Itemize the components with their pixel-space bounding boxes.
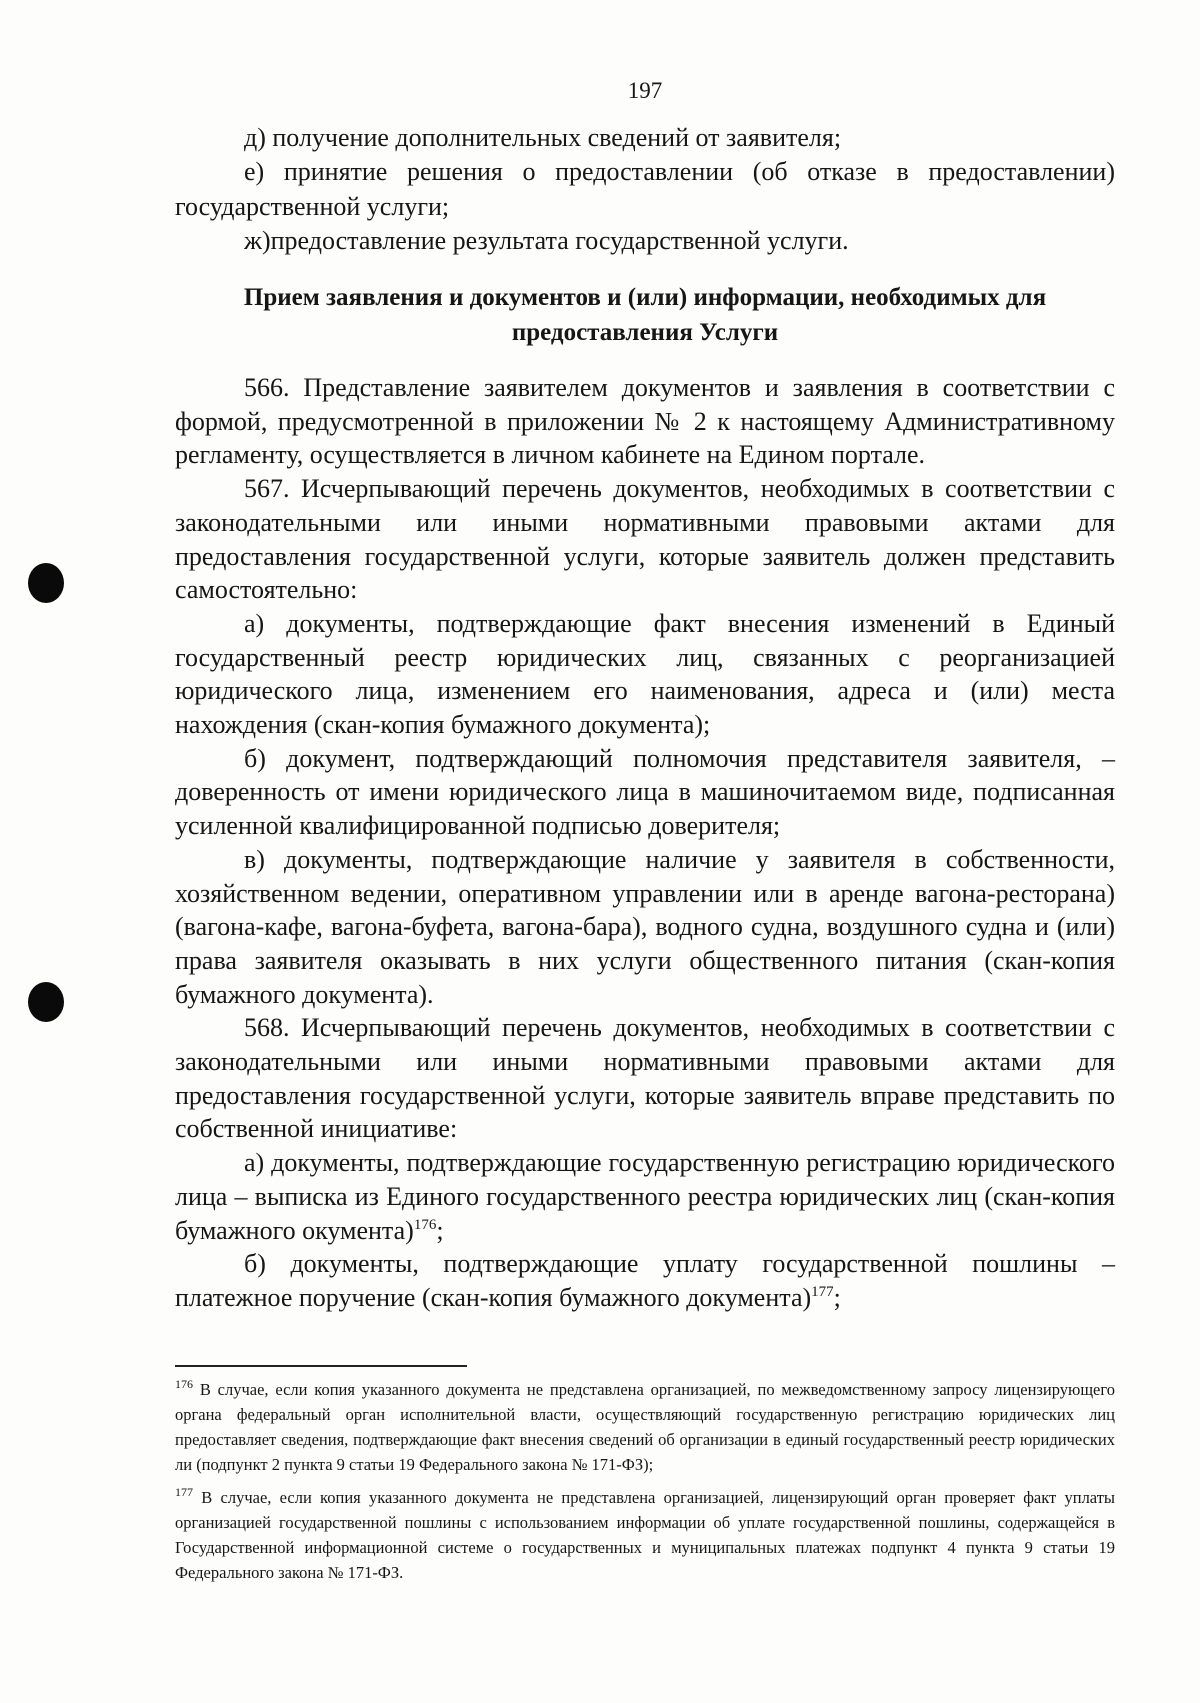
footnote-ref-176[interactable]: 176 [413,1216,437,1233]
paragraph-567-a: а) документы, подтверждающие факт внесения изменений в Единый государственный реестр юридических лиц, связанных с реорганизацией юридического лица, изменением его наименования, адреса и (или) места нахождения (скан-копия бумажного документа); [175,608,1115,740]
punch-hole-bottom [28,982,64,1022]
intro-list [175,121,1115,258]
paragraph-566: 566. Представление заявителем документов и заявления в соответствии с формой, предусмотренной в приложении № 2 к настоящему Административному регламенту, осуществляется в личном кабинете на Едином портале. [175,373,1115,470]
paragraph-568: 568. Исчерпывающий перечень документов, необходимых в соответствии с законодательными или иными нормативными правовыми актами для предоставления государственной услуги, которые заявитель вправе представить по собственной инициативе: [175,1013,1115,1144]
list-item-e: е) принятие решения о предоставлении (об отказе в предоставлении) государственной услуги; [175,157,1115,221]
footnote-text: В случае, если копия указанного документа не представлена организацией, лицензирующий орган проверяет факт уплаты организацией государственной пошлины с использованием информации об уплате государственной пошлины, содержащейся в Государственной информационной системе о государственных и муниципальных платежах подпункт 4 пункта 9 статьи 19 Федерального закона № 171-ФЗ. [175,1488,1115,1582]
paragraph-568-a-text: а) документы, подтверждающие государственную регистрацию юридического лица – выписка из Единого государственного реестра юридических лиц (скан-копия бумажного окумента) [175,1148,1115,1245]
footnote-separator [175,1365,467,1367]
footnote-176 [175,1377,1115,1477]
paragraph-568-a [175,1146,1115,1247]
footnote-number: 176 [175,1377,193,1391]
paragraph-568-b-tail: ; [833,1282,841,1312]
paragraph-567-b: б) документ, подтверждающий полномочия представителя заявителя, – доверенность от имени юридического лица в машиночитаемом виде, подписанная усиленной квалифицированной подписью доверителя; [175,743,1115,841]
body-text [175,371,1115,1315]
footnotes [175,1377,1115,1593]
paragraph-568-a-tail: ; [436,1215,444,1245]
footnote-ref-177[interactable]: 177 [811,1283,834,1300]
footnote-177 [175,1485,1115,1585]
footnote-text: В случае, если копия указанного документа не представлена организацией, по межведомственному запросу лицензирующего органа федеральный орган исполнительной власти, осуществляющий государственную регистрацию юридических лиц предоставляет сведения, подтверждающие факт внесения сведений об организации в единый государственный реестр юридических ли (подпункт 2 пункта 9 статьи 19 Федерального закона № 171-ФЗ); [175,1380,1115,1474]
list-item-zh: ж)предоставление результата государственной услуги. [244,225,849,255]
paragraph-567: 567. Исчерпывающий перечень документов, необходимых в соответствии с законодательными или иными нормативными правовыми актами для предоставления государственной услуги, которые заявитель должен представить самостоятельно: [175,474,1115,605]
paragraph-567-c: в) документы, подтверждающие наличие у заявителя в собственности, хозяйственном ведении, оперативном управлении или в аренде вагона-ресторана) (вагона-кафе, вагона-буфета, вагона-бара), водного судна, воздушного судна и (или) права заявителя оказывать в них услуги общественного питания (скан-копия бумажного документа). [175,844,1115,1009]
punch-hole-top [28,563,64,603]
section-heading: Прием заявления и документов и (или) информации, необходимых для предоставления Услуги [243,284,1047,346]
list-item-d: д) получение дополнительных сведений от заявителя; [244,123,842,152]
paragraph-568-b-text: б) документы, подтверждающие уплату государственной пошлины – платежное поручение (скан-копия бумажного документа) [175,1249,1115,1312]
footnote-number: 177 [175,1485,193,1499]
paragraph-568-b [175,1247,1115,1314]
page-number: 197 [627,78,663,103]
